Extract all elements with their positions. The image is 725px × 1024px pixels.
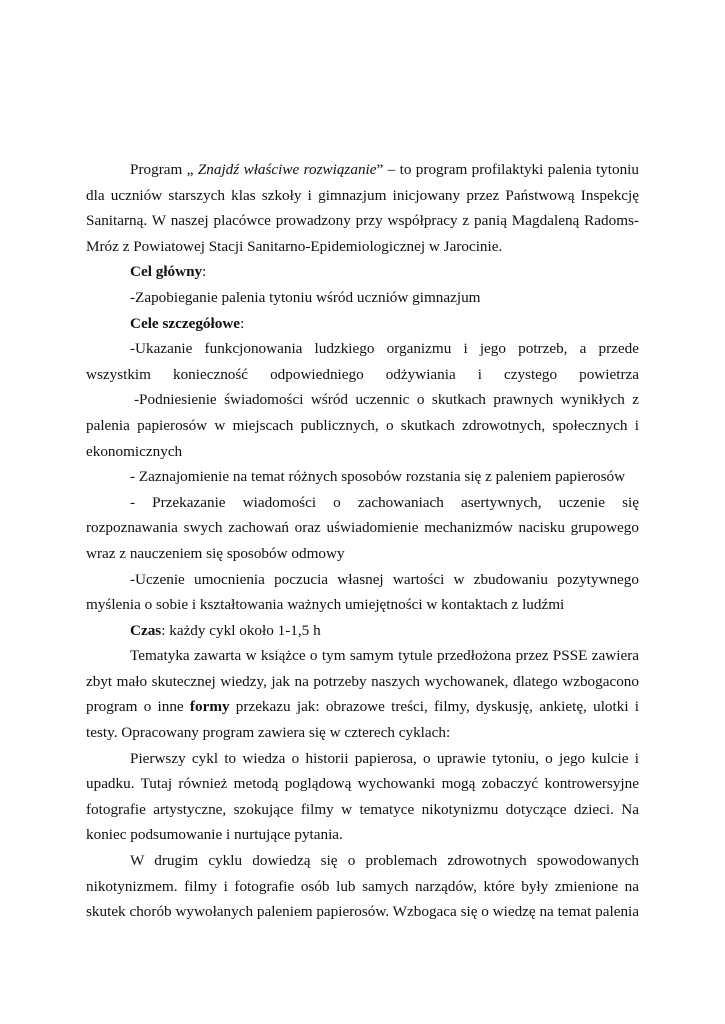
detailed-goals-label: Cele szczegółowe <box>130 314 241 332</box>
goal-item: -Podniesienie świadomości wśród uczennic o skutkach prawnych wynikłych z palenia papierosów w miejscach publicznych, o skutkach zdrowotnych, społecznych i ekonomicznych <box>86 391 639 460</box>
detailed-goals-heading <box>86 311 639 337</box>
time-label: Czas <box>130 621 162 639</box>
intro-text: ” – to program profilaktyki palenia tytoniu dla uczniów starszych klas szkoły i gimnazjum inicjowany przez Państwową Inspekcję Sanitarną. W naszej placówce prowadzony przy współpracy z panią Magdaleną Radoms-Mróz z Powiatowej Stacji Sanitarno-Epidemiologicznej w Jarocinie. <box>86 161 640 255</box>
main-goal-text: -Zapobieganie palenia tytoniu wśród uczniów gimnazjum <box>130 288 481 306</box>
main-goal-heading <box>86 259 639 285</box>
document-body <box>86 157 639 925</box>
goal-item: - Przekazanie wiadomości o zachowaniach asertywnych, uczenie się rozpoznawania swych zachowań oraz uświadomienie mechanizmów nacisku grupowego wraz z nauczeniem się sposobów odmowy <box>86 493 639 562</box>
topics-bold: formy <box>189 698 230 716</box>
topics-text-a: Tematyka zawarta w książce o tym samym tytule przedłożona przez PSSE zawiera zbyt mało skutecznej wiedzy, jak na potrzeby naszych wychowanek, dlatego wzbogacono program o inne <box>86 647 639 716</box>
goal-item: -Uczenie umocnienia poczucia własnej wartości w zbudowaniu pozytywnego myślenia o sobie i kształtowania ważnych umiejętności w kontaktach z ludźmi <box>86 570 639 614</box>
topics-text-b: przekazu jak: obrazowe treści, filmy, dyskusję, ankietę, ulotki i testy. Opracowany program zawiera się w czterech cyklach: <box>86 698 639 742</box>
main-goal-colon: : <box>202 263 207 281</box>
intro-paragraph <box>86 157 639 259</box>
goal-item: -Ukazanie funkcjonowania ludzkiego organizmu i jego potrzeb, a przede wszystkim konieczność odpowiedniego odżywiania i czystego powietrza <box>86 340 639 383</box>
time-paragraph <box>86 618 639 644</box>
time-text: : każdy cykl około 1-1,5 h <box>161 621 321 639</box>
main-goal-label: Cel główny <box>130 263 203 281</box>
cycle-2-paragraph: W drugim cyklu dowiedzą się o problemach zdrowotnych spowodowanych nikotynizmem. filmy i fotografie osób lub samych narządów, które były zmienione na skutek chorób wywołanych paleniem papierosów. Wzbogaca się o wiedzę na temat palenia <box>86 852 639 921</box>
program-title: Znajdź właściwe rozwiązanie <box>197 161 377 178</box>
intro-prefix: Program „ <box>130 161 198 178</box>
goal-item: - Zaznajomienie na temat różnych sposobów rozstania się z paleniem papierosów <box>130 468 626 486</box>
topics-paragraph <box>86 643 639 745</box>
cycle-1-paragraph: Pierwszy cykl to wiedza o historii papierosa, o uprawie tytoniu, o jego kulcie i upadku. Tutaj również metodą poglądową wychowanki mogą zobaczyć kontrowersyjne fotografie artystyczne, szokujące filmy w tematyce nikotynizmu dotyczące dzieci. Na koniec podsumowanie i nurtujące pytania. <box>86 749 639 844</box>
detailed-goals-colon: : <box>240 314 245 332</box>
